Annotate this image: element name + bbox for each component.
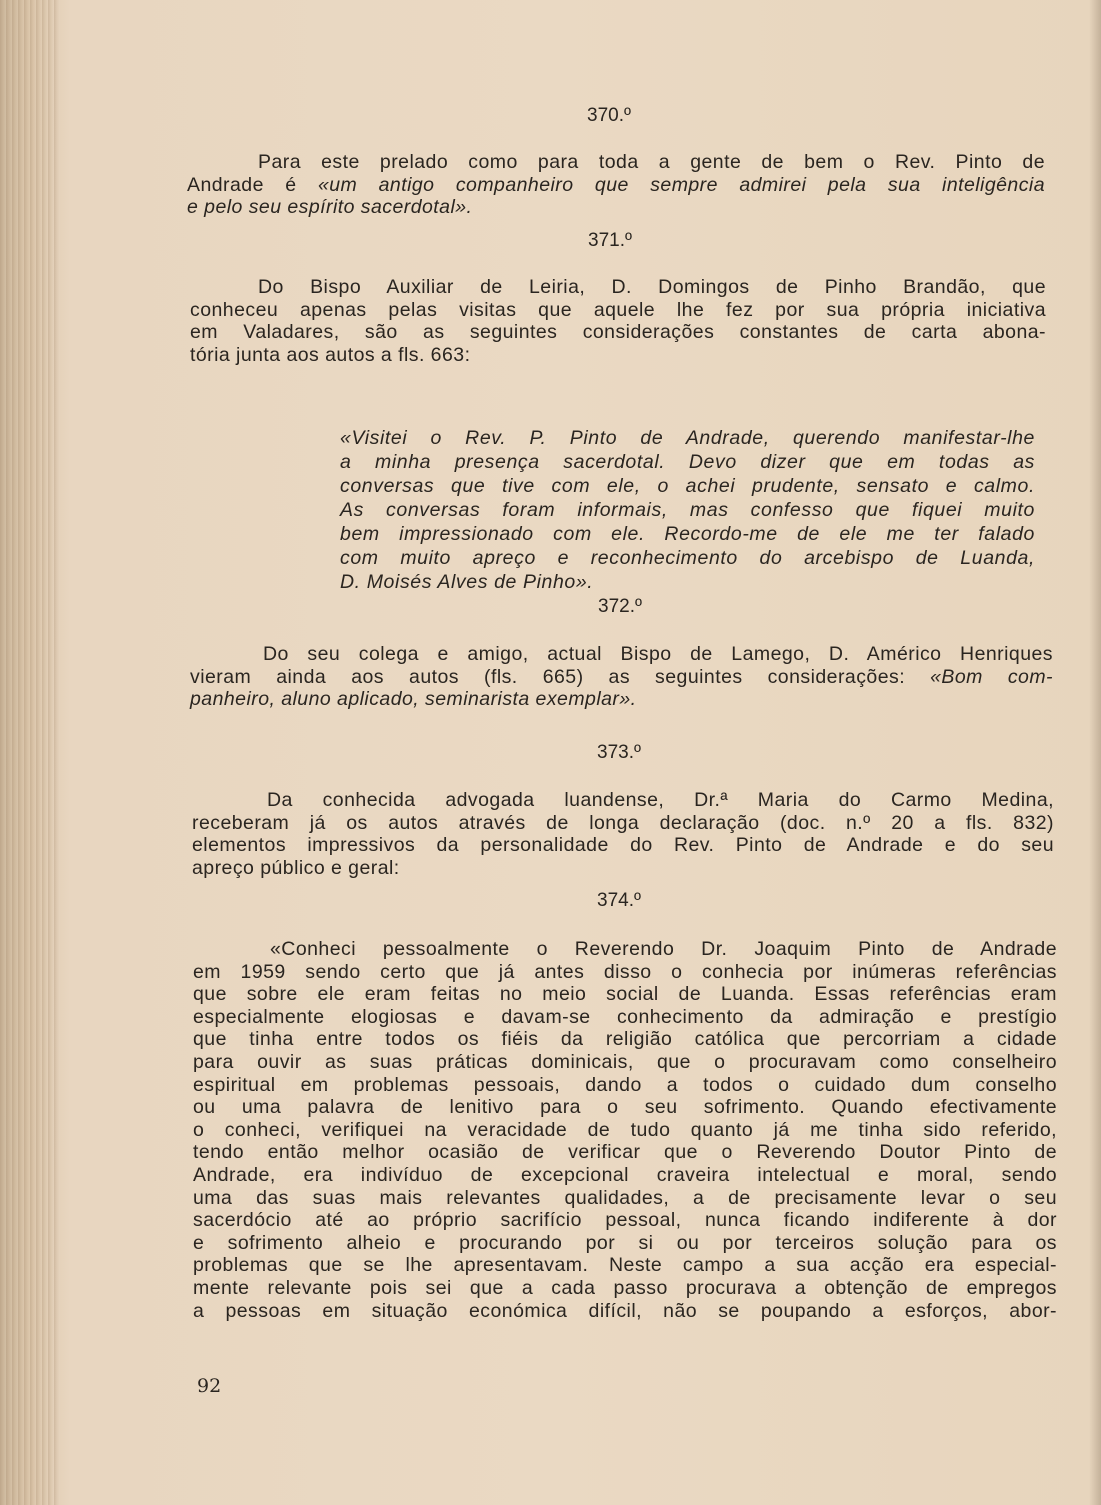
page-edge xyxy=(1089,0,1101,1505)
text-line: conheceu apenas pelas visitas que aquele lhe fez por sua própria iniciativa xyxy=(190,298,1046,321)
quote-line: com muito apreço e reconhecimento do arcebispo de Luanda, xyxy=(340,547,1035,569)
paragraph-374 xyxy=(193,938,1057,1322)
text-line: que tinha entre todos os fiéis da religião católica que percorriam a cidade xyxy=(193,1028,1057,1051)
text-line: vieram ainda aos autos (fls. 665) as seguintes considerações: «Bom com- xyxy=(190,665,1053,688)
text-line: em 1959 sendo certo que já antes disso o conhecia por inúmeras referências xyxy=(193,960,1057,983)
text-line: Do Bispo Auxiliar de Leiria, D. Domingos de Pinho Brandão, que xyxy=(258,276,1046,298)
text-line: sacerdócio até ao próprio sacrifício pessoal, nunca ficando indiferente à dor xyxy=(193,1209,1057,1232)
text-line: a pessoas em situação económica difícil, não se poupando a esforços, abor- xyxy=(193,1299,1057,1322)
paragraph-371 xyxy=(190,276,1046,366)
text-line: receberam já os autos através de longa declaração (doc. n.º 20 a fls. 832) xyxy=(192,811,1054,834)
text-line: Para este prelado como para toda a gente de bem o Rev. Pinto de xyxy=(258,151,1045,173)
text-line: Da conhecida advogada luandense, Dr.ª Maria do Carmo Medina, xyxy=(267,789,1054,811)
section-number-374: 374.º xyxy=(597,890,641,911)
text-line: e pelo seu espírito sacerdotal». xyxy=(187,196,473,219)
text-line: espiritual em problemas pessoais, dando a todos o cuidado dum conselho xyxy=(193,1073,1057,1096)
text-line: tendo então melhor ocasião de verificar que o Reverendo Doutor Pinto de xyxy=(193,1141,1057,1164)
text-line: Andrade é «um antigo companheiro que sempre admirei pela sua inteligência xyxy=(187,173,1045,196)
section-number-372: 372.º xyxy=(598,596,642,617)
text-line: ou uma palavra de lenitivo para o seu sofrimento. Quando efectivamente xyxy=(193,1096,1057,1119)
text-line: uma das suas mais relevantes qualidades, a de precisamente levar o seu xyxy=(193,1186,1057,1209)
paragraph-373 xyxy=(192,789,1054,879)
paragraph-370 xyxy=(187,151,1045,219)
text-line: panheiro, aluno aplicado, seminarista exemplar». xyxy=(190,688,637,711)
text-line: o conheci, verifiquei na veracidade de tudo quanto já me tinha sido referido, xyxy=(193,1118,1057,1141)
paragraph-372 xyxy=(190,643,1053,711)
book-gutter xyxy=(0,0,60,1505)
text-line: tória junta aos autos a fls. 663: xyxy=(190,343,471,366)
text-line: «Conheci pessoalmente o Reverendo Dr. Joaquim Pinto de Andrade xyxy=(270,938,1057,960)
text-line: especialmente elogiosas e davam-se conhecimento da admiração e prestígio xyxy=(193,1005,1057,1028)
section-number-370: 370.º xyxy=(587,105,631,126)
quote-line: conversas que tive com ele, o achei prudente, sensato e calmo. xyxy=(340,475,1035,497)
text-line: e sofrimento alheio e procurando por si ou por terceiros solução para os xyxy=(193,1231,1057,1254)
section-number-373: 373.º xyxy=(597,742,641,763)
quote-line: «Visitei o Rev. P. Pinto de Andrade, querendo manifestar-lhe xyxy=(340,427,1035,449)
text-line: que sobre ele eram feitas no meio social de Luanda. Essas referências eram xyxy=(193,983,1057,1006)
text-line: em Valadares, são as seguintes considerações constantes de carta abona- xyxy=(190,321,1046,344)
quote-line: a minha presença sacerdotal. Devo dizer que em todas as xyxy=(340,451,1035,473)
quote-line: As conversas foram informais, mas confesso que fiquei muito xyxy=(340,499,1035,521)
page-number: 92 xyxy=(197,1375,222,1397)
quote-line: D. Moisés Alves de Pinho». xyxy=(340,571,594,593)
text-line: Do seu colega e amigo, actual Bispo de Lamego, D. Américo Henriques xyxy=(263,643,1053,665)
text-line: mente relevante pois sei que a cada passo procurava a obtenção de empregos xyxy=(193,1276,1057,1299)
text-line: para ouvir as suas práticas dominicais, que o procuravam como conselheiro xyxy=(193,1050,1057,1073)
text-line: apreço público e geral: xyxy=(192,856,400,879)
text-line: elementos impressivos da personalidade do Rev. Pinto de Andrade e do seu xyxy=(192,834,1054,857)
quotation-block xyxy=(340,426,1035,594)
text-line: Andrade, era indivíduo de excepcional craveira intelectual e moral, sendo xyxy=(193,1163,1057,1186)
quote-line: bem impressionado com ele. Recordo-me de ele me ter falado xyxy=(340,523,1035,545)
text-line: problemas que se lhe apresentavam. Neste campo a sua acção era especial- xyxy=(193,1254,1057,1277)
section-number-371: 371.º xyxy=(588,230,632,251)
